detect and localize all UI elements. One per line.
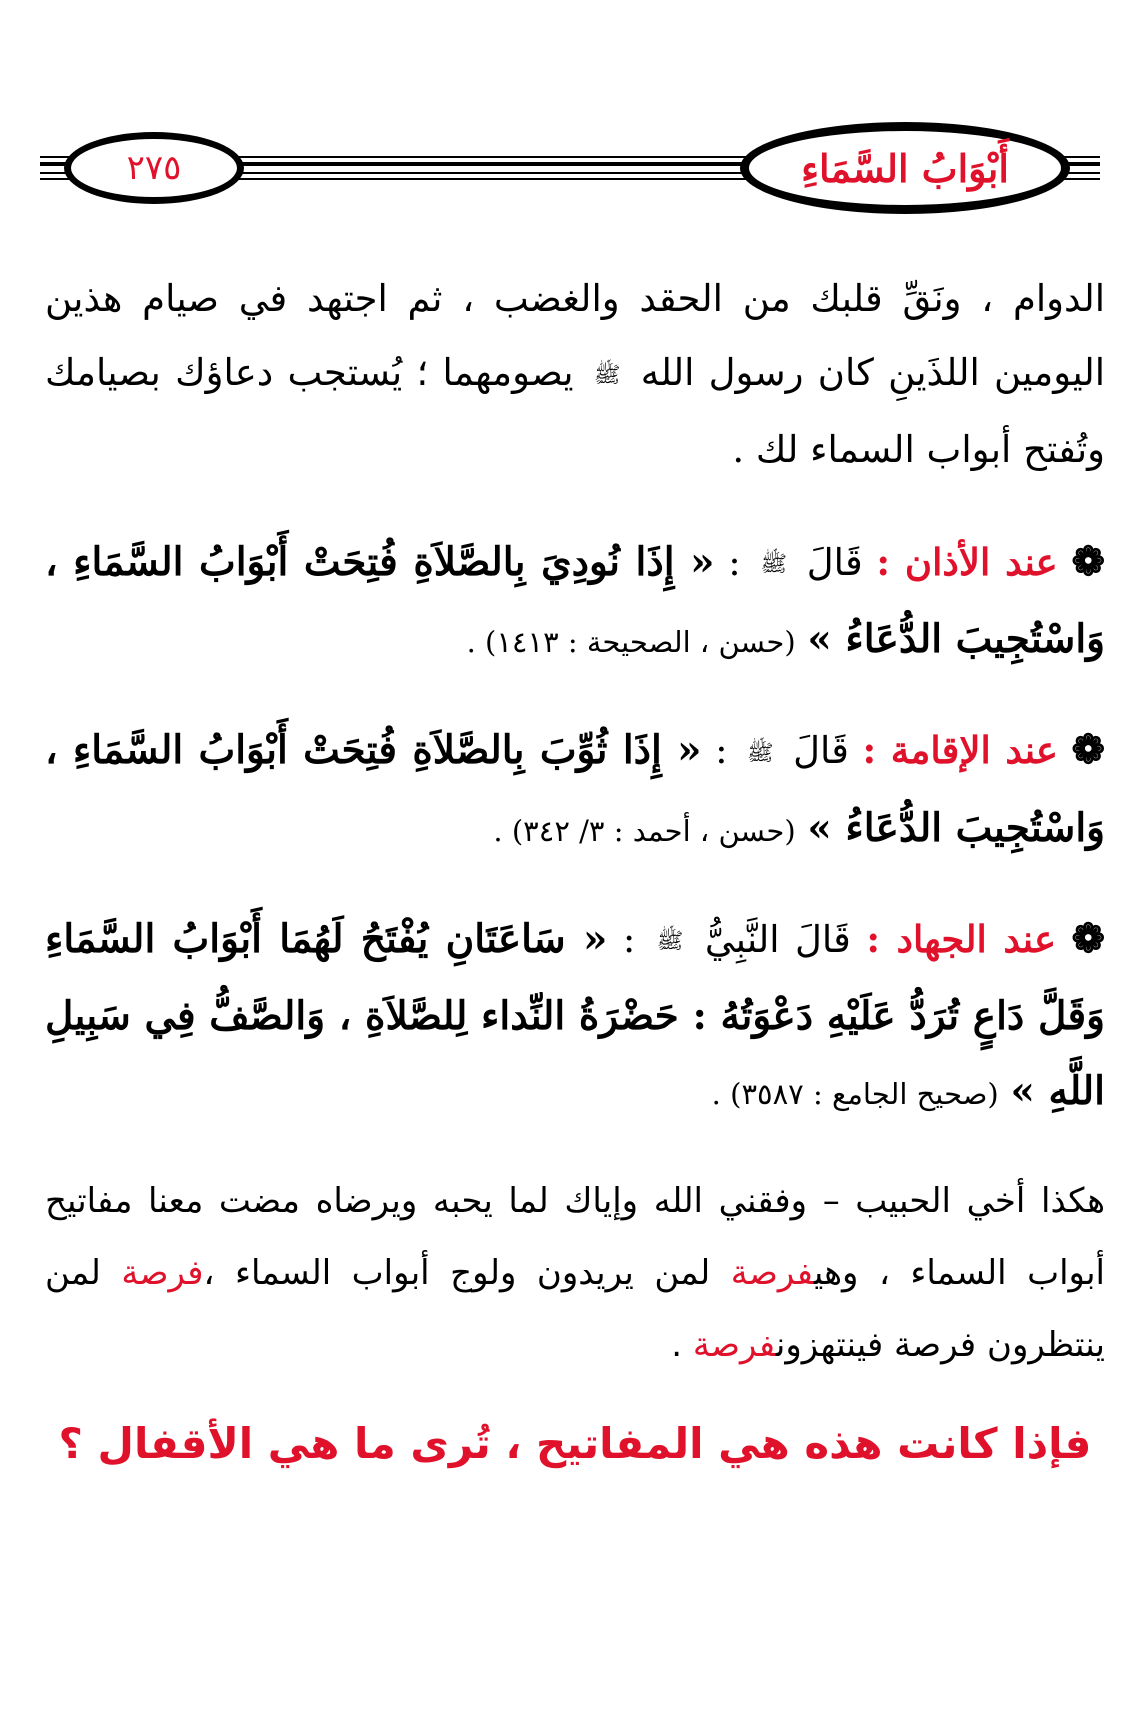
hadith-reference: (حسن ، الصحيحة : ١٤١٣) . [466,625,796,659]
hadith-said: قَالَ النَّبِيُّ [704,917,851,961]
salutation-glyph: ﷺ [747,740,774,766]
closing-text: لمن ينتظرون فرصة فينتهزون [45,1253,1105,1365]
book-title: أَبْوَابُ السَّمَاءِ [801,145,1009,191]
hadith-colon: : [622,917,636,961]
hadith-jihad [45,902,1105,1132]
hadith-quote: « إِذَا ثُوِّبَ بِالصَّلاَةِ فُتِحَتْ أَبْوَابُ السَّمَاءِ ، وَاسْتُجِيبَ الدُّعَاءُ » [45,727,1105,851]
salutation-glyph: ﷺ [593,362,621,388]
hadith-reference: (حسن ، أحمد : ٣/ ٣٤٢) . [493,813,796,848]
highlight-word: فرصة [121,1253,204,1293]
star-icon: ❁ [1071,537,1106,585]
hadith-quote: « إِذَا نُودِيَ بِالصَّلاَةِ فُتِحَتْ أَبْوَابُ السَّمَاءِ ، وَاسْتُجِيبَ الدُّعَاءُ » [45,538,1105,662]
closing-text: هكذا أخي الحبيب – وفقني الله وإياك لما يحبه ويرضاه مضت معنا مفاتيح أبواب السماء ، وهي [45,1181,1106,1293]
hadith-reference: (صحيح الجامع : ٣٥٨٧) . [711,1077,999,1111]
hadith-adhan [45,525,1105,680]
intro-paragraph [45,262,1105,487]
page-number-oval [64,132,244,204]
hadith-colon: : [715,729,728,772]
page-content [45,262,1105,1481]
page-header [40,118,1100,228]
hadith-said: قَالَ [806,540,863,584]
star-icon: ❁ [1071,726,1106,773]
highlight-word: فرصة [730,1253,814,1293]
star-icon: ❁ [1071,914,1106,962]
hadith-said: قَالَ [793,729,849,772]
closing-paragraph [45,1165,1105,1381]
hadith-quote: « سَاعَتَانِ يُفْتَحُ لَهُمَا أَبْوَابُ السَّمَاءِ وَقَلَّ دَاعٍ تُرَدُّ عَلَيْهِ دَعْوَتُهُ : حَضْرَةُ النِّداء لِلصَّلاَةِ ، وَالصَّفُّ فِي سَبِيلِ اللَّهِ » [45,915,1105,1114]
hadith-label: عند الأذان : [876,539,1058,584]
hadith-colon: : [728,540,741,584]
closing-text: لمن يريدون ولوج أبواب السماء ، [203,1253,711,1293]
final-question: فإذا كانت هذه هي المفاتيح ، تُرى ما هي الأقفال ؟ [58,1419,1092,1468]
intro-line: هذين اليومين اللذَينِ كان رسول الله [45,277,1106,394]
salutation-glyph: ﷺ [760,552,788,577]
page-number: ٢٧٥ [126,148,182,188]
intro-line: يصومهما ؛ [416,351,574,394]
highlight-word: فرصة [692,1325,776,1365]
hadith-iqama [45,713,1105,868]
salutation-glyph: ﷺ [656,929,684,954]
intro-line: الدوام ، ونَقِّ قلبك من الحقد والغضب ، ثم اجتهد في صيام [142,277,1105,320]
intro-line: يُستجب دعاؤك بصيامك وتُفتح أبواب السماء لك . [45,351,1105,471]
hadith-label: عند الجهاد : [866,916,1057,961]
closing-text: . [671,1325,683,1365]
hadith-label: عند الإقامة : [862,728,1058,772]
book-title-oval [740,122,1070,214]
